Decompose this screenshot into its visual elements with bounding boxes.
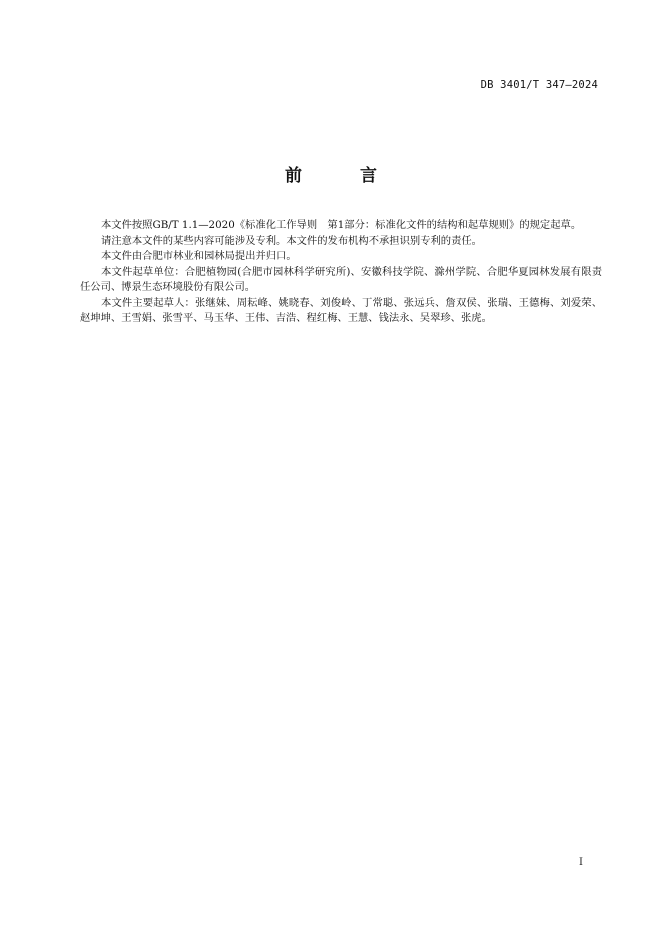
foreword-body xyxy=(80,218,602,327)
paragraph-patent-notice: 请注意本文件的某些内容可能涉及专利。本文件的发布机构不承担识别专利的责任。 xyxy=(101,234,482,247)
paragraph-drafting-units: 本文件起草单位：合肥植物园(合肥市园林科学研究所)、安徽科技学院、滁州学院、合肥华夏园林发展有限责任公司、博景生态环境股份有限公司。 xyxy=(80,265,602,293)
paragraph-drafting-rules: 本文件按照GB/T 1.1—2020《标准化工作导则 第1部分：标准化文件的结构和起草规则》的规定起草。 xyxy=(101,219,582,231)
paragraph-drafters: 本文件主要起草人：张继妹、周耘峰、姚晓春、刘俊岭、丁常聪、张远兵、詹双侯、张瑞、王德梅、刘爱荣、赵坤坤、王雪娟、张雪平、马玉华、王伟、吉浩、程红梅、王慧、钱法永、吴翠珍、张虎。 xyxy=(80,296,602,324)
page-number: I xyxy=(579,857,583,868)
page-title: 前 言 xyxy=(285,166,403,186)
paragraph-proposer: 本文件由合肥市林业和园林局提出并归口。 xyxy=(101,250,297,262)
document-code: DB 3401/T 347—2024 xyxy=(480,79,598,91)
